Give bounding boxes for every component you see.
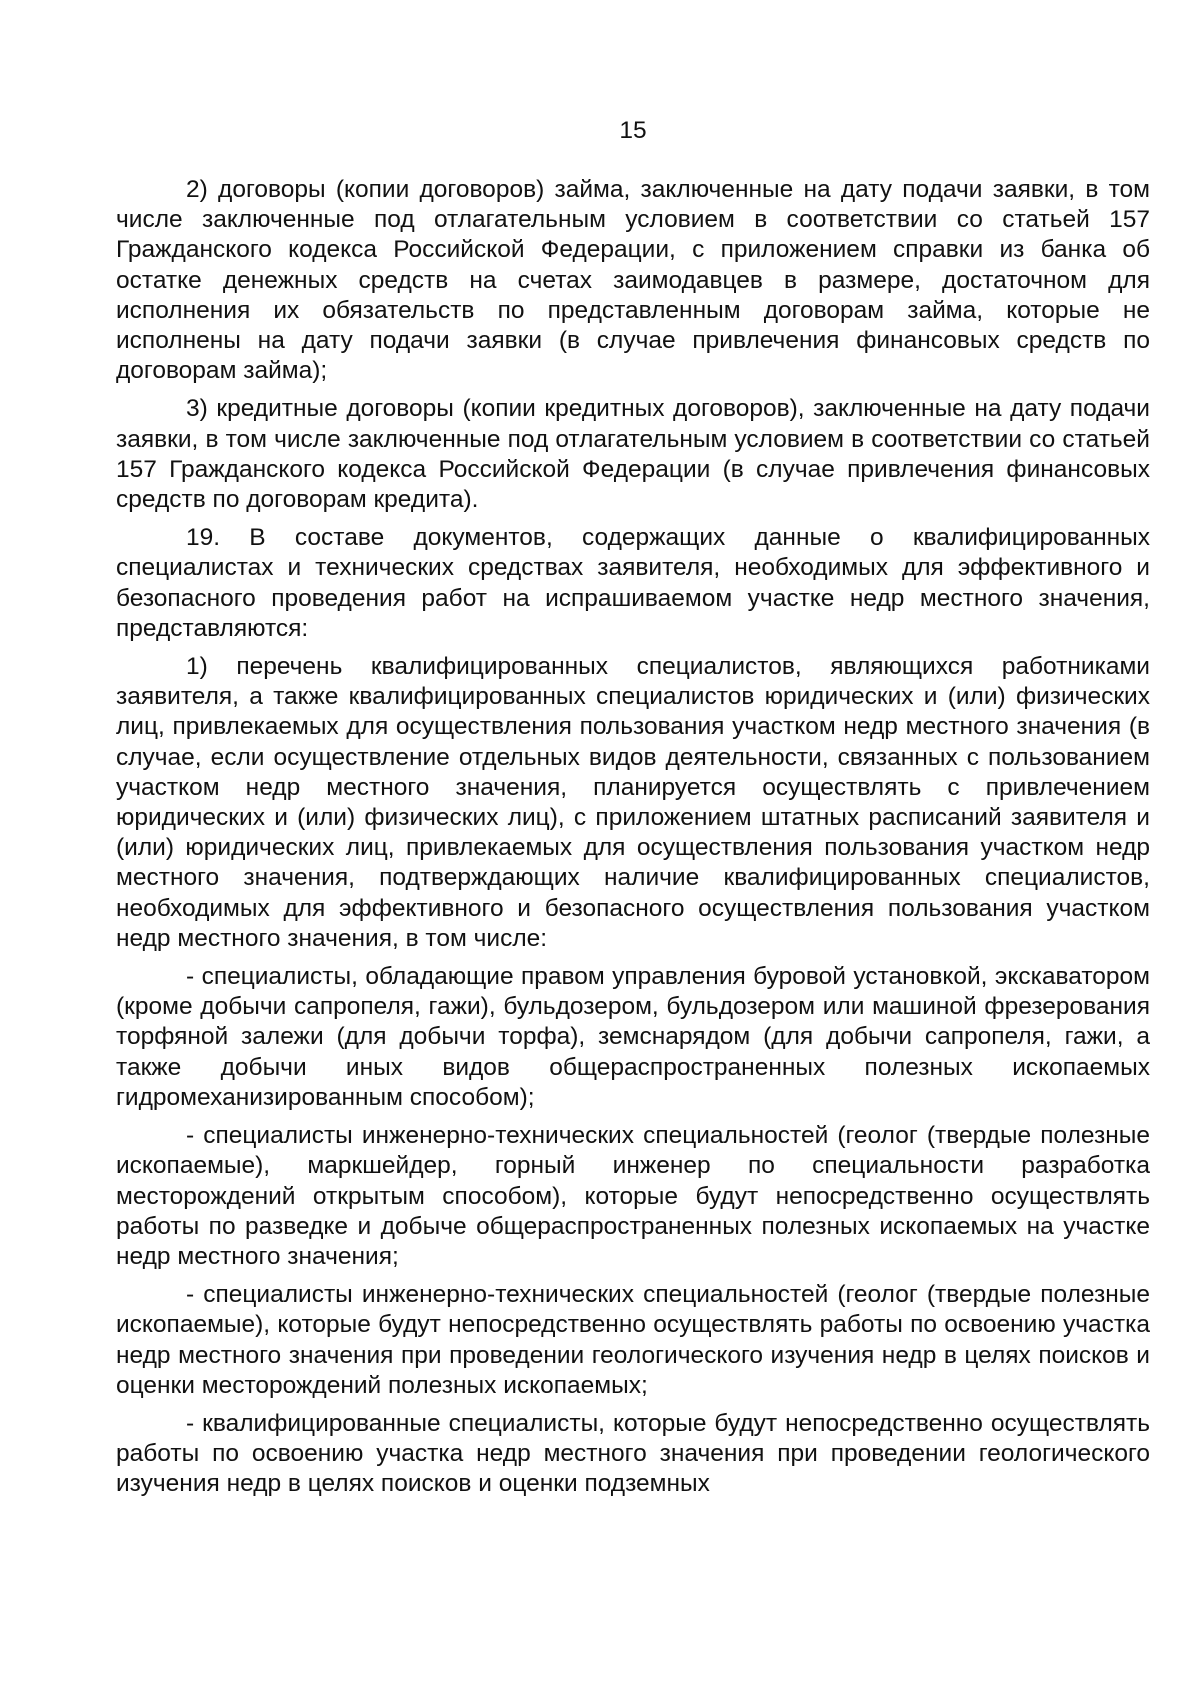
paragraph-item-3-credit-agreements: 3) кредитные договоры (копии кредитных договоров), заключенные на дату подачи заявки, в том числе заключенные под отлагательным условием в соответствии со статьей 157 Гражданского кодекса Российской Федерации (в случае привлечения финансовых средств по договорам кредита). bbox=[116, 395, 1150, 514]
paragraph-item-2-loan-agreements: 2) договоры (копии договоров) займа, заключенные на дату подачи заявки, в том числе заключенные под отлагательным условием в соответствии со статьей 157 Гражданского кодекса Российской Федерации, с приложением справки из банка об остатке денежных средств на счетах заимодавцев в размере, достаточном для исполнения их обязательств по представленным договорам займа, которые не исполнены на дату подачи заявки (в случае привлечения финансовых средств по договорам займа); bbox=[116, 176, 1150, 385]
paragraph-item-1-specialists-list: 1) перечень квалифицированных специалистов, являющихся работниками заявителя, а также квалифицированных специалистов юридических и (или) физических лиц, привлекаемых для осуществления пользования участком недр местного значения (в случае, если осуществление отдельных видов деятельности, связанных с пользованием участком недр местного значения, планируется осуществлять с привлечением юридических и (или) физических лиц), с приложением штатных расписаний заявителя и (или) юридических лиц, привлекаемых для осуществления пользования участком недр местного значения, подтверждающих наличие квалифицированных специалистов, необходимых для эффективного и безопасного осуществления пользования участком недр местного значения, в том числе: bbox=[116, 653, 1150, 952]
list-item-engineering-specialists-exploration: - специалисты инженерно-технических специальностей (геолог (твердые полезные ископаемые), которые будут непосредственно осуществлять работы по освоению участка недр местного значения при проведении геологического изучения недр в целях поисков и оценки месторождений полезных ископаемых; bbox=[116, 1281, 1150, 1399]
document-body bbox=[116, 175, 1150, 1508]
list-item-engineering-specialists-mining: - специалисты инженерно-технических специальностей (геолог (твердые полезные ископаемые), маркшейдер, горный инженер по специальности разработка месторождений открытым способом), которые будут непосредственно осуществлять работы по разведке и добыче общераспространенных полезных ископаемых на участке недр местного значения; bbox=[116, 1122, 1150, 1270]
list-item-equipment-operators: - специалисты, обладающие правом управления буровой установкой, экскаватором (кроме добычи сапропеля, гажи), бульдозером, бульдозером или машиной фрезерования торфяной залежи (для добычи торфа), земснарядом (для добычи сапропеля, гажи, а также добычи иных видов общераспространенных полезных ископаемых гидромеханизированным способом); bbox=[116, 963, 1150, 1111]
paragraph-section-19: 19. В составе документов, содержащих данные о квалифицированных специалистах и технических средствах заявителя, необходимых для эффективного и безопасного проведения работ на испрашиваемом участке недр местного значения, представляются: bbox=[116, 524, 1150, 642]
list-item-qualified-specialists: - квалифицированные специалисты, которые будут непосредственно осуществлять работы по освоению участка недр местного значения при проведении геологического изучения недр в целях поисков и оценки подземных bbox=[116, 1409, 1150, 1498]
page-number: 15 bbox=[619, 117, 647, 144]
